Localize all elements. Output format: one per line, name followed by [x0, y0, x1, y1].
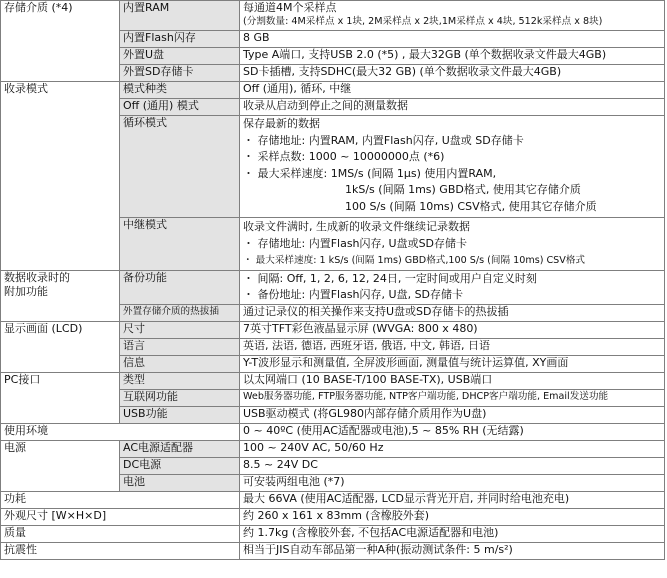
row-label-usb-drive: 外置U盘: [120, 48, 240, 65]
row-value-pc-type: 以太网端口 (10 BASE-T/100 BASE-TX), USB端口: [240, 373, 665, 390]
row-label-weight: 质量: [1, 526, 240, 543]
row-value-info: Y-T波形显示和测量值, 全屏波形画面, 测量值与统计运算值, XY画面: [240, 356, 665, 373]
table-row: [1, 424, 665, 441]
row-value-ac: 100 ~ 240V AC, 50/60 Hz: [240, 441, 665, 458]
row-label-internet: 互联网功能: [120, 390, 240, 407]
row-label-vibration: 抗震性: [1, 543, 240, 560]
row-label-dc: DC电源: [120, 458, 240, 475]
loop-line: 100 S/s (间隔 10ms) CSV格式, 使用其它存储介质: [345, 199, 597, 213]
category-power: 电源: [1, 441, 120, 492]
row-label-environment: 使用环境: [1, 424, 240, 441]
row-value-mode-types: Off (通用), 循环, 中继: [240, 82, 665, 99]
row-label-display-size: 尺寸: [120, 322, 240, 339]
category-display: 显示画面 (LCD): [1, 322, 120, 373]
row-label-language: 语言: [120, 339, 240, 356]
category-pc: PC接口: [1, 373, 120, 424]
row-value-loop-mode: [240, 116, 665, 218]
table-row: [1, 373, 665, 390]
row-value-battery: 可安装两组电池 (*7): [240, 475, 665, 492]
row-value-dc: 8.5 ~ 24V DC: [240, 458, 665, 475]
table-row: [1, 492, 665, 509]
row-label-consumption: 功耗: [1, 492, 240, 509]
row-value-relay-mode: [240, 218, 665, 271]
row-label-loop-mode: 循环模式: [120, 116, 240, 218]
row-value-language: 英语, 法语, 德语, 西班牙语, 俄语, 中文, 韩语, 日语: [240, 339, 665, 356]
table-row: [1, 271, 665, 305]
row-label-pc-type: 类型: [120, 373, 240, 390]
row-label-dimensions: 外观尺寸 [W×H×D]: [1, 509, 240, 526]
row-value-environment: 0 ~ 40ºC (使用AC适配器或电池),5 ~ 85% RH (无结露): [240, 424, 665, 441]
row-value-flash: 8 GB: [240, 31, 665, 48]
category-record-mode: 收录模式: [1, 82, 120, 271]
table-row: [1, 543, 665, 560]
backup-line: ・ 间隔: Off, 1, 2, 6, 12, 24日, 一定时间或用户自定义时刻: [243, 272, 537, 285]
row-label-backup: 备份功能: [120, 271, 240, 305]
loop-line: ・ 存储地址: 内置RAM, 内置Flash闪存, U盘或 SD存储卡: [243, 133, 524, 147]
row-label-battery: 电池: [120, 475, 240, 492]
row-value-display-size: 7英寸TFT彩色液晶显示屏 (WVGA: 800 x 480): [240, 322, 665, 339]
row-value-dimensions: 约 260 x 161 x 83mm (含橡胶外套): [240, 509, 665, 526]
row-label-flash: 内置Flash闪存: [120, 31, 240, 48]
row-value-backup: [240, 271, 665, 305]
row-value-usb-drive: Type A端口, 支持USB 2.0 (*5) , 最大32GB (单个数据收录文件最大4GB): [240, 48, 665, 65]
row-value-usb-function: USB驱动模式 (将GL980内部存储介质用作为U盘): [240, 407, 665, 424]
row-label-relay-mode: 中继模式: [120, 218, 240, 271]
loop-line: 保存最新的数据: [243, 117, 320, 130]
ram-line-2: (分割数量: 4M采样点 x 1块, 2M采样点 x 2块,1M采样点 x 4块, 512k采样点 x 8块): [243, 16, 603, 27]
row-value-weight: 约 1.7kg (含橡胶外套, 不包括AC电源适配器和电池): [240, 526, 665, 543]
row-label-ac: AC电源适配器: [120, 441, 240, 458]
category-data-functions-line-2: 附加功能: [4, 285, 48, 298]
category-storage: 存储介质 (*4): [1, 1, 120, 82]
row-value-internet: Web服务器功能, FTP服务器功能, NTP客户端功能, DHCP客户端功能, Email发送功能: [240, 390, 665, 407]
row-label-sd: 外置SD存储卡: [120, 65, 240, 82]
relay-line: 收录文件满时, 生成新的收录文件继续记录数据: [243, 220, 470, 233]
table-row: [1, 82, 665, 99]
loop-line: ・ 最大采样速度: 1MS/s (间隔 1μs) 使用内置RAM,: [243, 166, 497, 180]
row-label-ram: 内置RAM: [120, 1, 240, 31]
ram-line-1: 每通道4M个采样点: [243, 1, 337, 14]
row-label-mode-types: 模式种类: [120, 82, 240, 99]
row-value-off-mode: 收录从启动到停止之间的测量数据: [240, 99, 665, 116]
row-label-usb-function: USB功能: [120, 407, 240, 424]
loop-line: ・ 采样点数: 1000 ~ 10000000点 (*6): [243, 150, 445, 163]
table-row: [1, 441, 665, 458]
table-row: [1, 526, 665, 543]
row-value-sd: SD卡插槽, 支持SDHC(最大32 GB) (单个数据收录文件最大4GB): [240, 65, 665, 82]
relay-line: ・ 存储地址: 内置Flash闪存, U盘或SD存储卡: [243, 237, 468, 250]
loop-line: 1kS/s (间隔 1ms) GBD格式, 使用其它存储介质: [345, 183, 581, 196]
row-label-hotswap: 外置存储介质的热拔插: [120, 305, 240, 322]
row-value-consumption: 最大 66VA (使用AC适配器, LCD显示背光开启, 并同时给电池充电): [240, 492, 665, 509]
relay-line: ・ 最大采样速度: 1 kS/s (间隔 1ms) GBD格式,100 S/s (间隔 10ms) CSV格式: [243, 255, 586, 266]
row-label-info: 信息: [120, 356, 240, 373]
backup-line: ・ 备份地址: 内置Flash闪存, U盘, SD存储卡: [243, 288, 464, 301]
row-label-off-mode: Off (通用) 模式: [120, 99, 240, 116]
row-value-vibration: 相当于JIS自动车部品第一种A种(振动测试条件: 5 m/s²): [240, 543, 665, 560]
table-row: [1, 509, 665, 526]
category-data-functions: [1, 271, 120, 322]
table-row: [1, 1, 665, 31]
category-data-functions-line-1: 数据收录时的: [4, 271, 70, 284]
row-value-ram: [240, 1, 665, 31]
table-row: [1, 322, 665, 339]
row-value-hotswap: 通过记录仪的相关操作来支持U盘或SD存储卡的热拔插: [240, 305, 665, 322]
